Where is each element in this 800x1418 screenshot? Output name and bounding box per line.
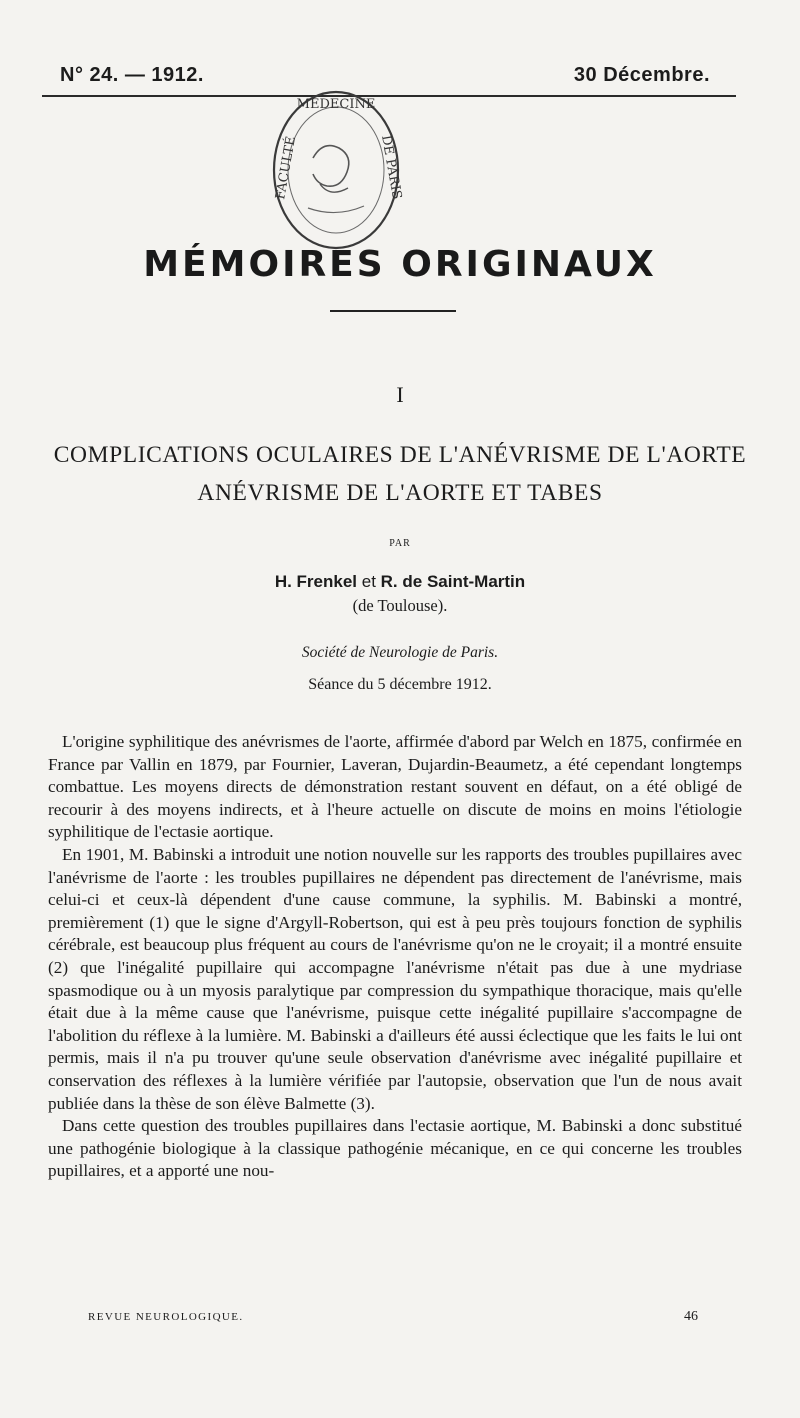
- journal-name: REVUE NEUROLOGIQUE.: [88, 1311, 244, 1323]
- section-rule: [330, 310, 456, 312]
- stamp-text-top: MÉDECINE: [296, 97, 376, 112]
- paragraph-3: Dans cette question des troubles pupillaires dans l'ectasie aortique, M. Babinski a donc substitué une pathogénie biologique à la classique pathogénie mécanique, en ce qui concerne les troubles pupillaires, et a apporté une nou-: [48, 1116, 742, 1181]
- author-1: H. Frenkel: [274, 572, 358, 591]
- society-name: Société de Neurologie de Paris.: [301, 644, 499, 661]
- author-2: R. de Saint-Martin: [380, 572, 526, 591]
- article-numeral: I: [396, 382, 404, 407]
- issue-number: N° 24. — 1912.: [60, 64, 204, 86]
- session-date: Séance du 5 décembre 1912.: [308, 676, 492, 693]
- paragraph-2: En 1901, M. Babinski a introduit une notion nouvelle sur les rapports des troubles pupillaires avec l'anévrisme de l'aorte : les troubles pupillaires ne dépendent pas directement de l'anévrisme, mais celui-ci et ceux-là dépendent d'une cause commune, la syphilis. M. Babinski a montré, premièrement (1) que le signe d'Argyll-Robertson, qui est à peu près toujours fonction de syphilis cérébrale, est beaucoup plus fréquent au cours de l'anévrisme qu'on ne le croyait; il a montré ensuite (2) que l'inégalité pupillaire qui accompagne l'anévrisme n'était pas due à une mydriase spasmodique ou à un myosis paralytique par compression du sympathique thoracique, mais qu'elle était due à la même cause que l'anévrisme, puisque cette inégalité pupillaire s'accompagne de l'abolition du réflexe à la lumière. M. Babinski a d'ailleurs été aussi éclectique que les faits le lui ont permis, mais il n'a pu trouver qu'une seule observation d'anévrisme avec inégalité pupillaire et conservation des réflexes à la lumière vérifiée par l'autopsie, observation que l'un de nous avait publiée dans la thèse de son élève Balmette (3).: [48, 844, 742, 1113]
- section-title: MÉMOIRES ORIGINAUX: [143, 244, 657, 285]
- title-line-1: COMPLICATIONS OCULAIRES DE L'ANÉVRISME DE L'AORTE: [53, 442, 747, 468]
- running-footer: [88, 1311, 698, 1323]
- library-stamp: [268, 88, 408, 258]
- author-conjunction: et: [357, 572, 381, 591]
- title-line-2: ANÉVRISME DE L'AORTE ET TABES: [197, 480, 603, 506]
- page-number: 46: [684, 1309, 698, 1324]
- stamp-text-left: FACULTÉ: [273, 135, 300, 201]
- article-title: [20, 436, 780, 512]
- issue-date: 30 Décembre.: [573, 64, 710, 86]
- stamp-text-right: DE PARIS: [378, 134, 405, 201]
- paragraph-1: L'origine syphilitique des anévrismes de l'aorte, affirmée d'abord par Welch en 1875, confirmée en France par Vallin en 1879, par Fournier, Laveran, Dujardin-Beaumetz, a été cependant longtemps combattue. Les moyens directs de démonstration restant souvent en défaut, on a été obligé de recourir à des moyens indirects, et à l'heure actuelle on discute de moins en moins l'étiologie syphilitique de l'ectasie aortique.: [48, 732, 742, 842]
- authors: [0, 572, 800, 592]
- article-body: [48, 731, 742, 1183]
- author-origin: (de Toulouse).: [352, 596, 448, 615]
- by-label: PAR: [389, 538, 411, 549]
